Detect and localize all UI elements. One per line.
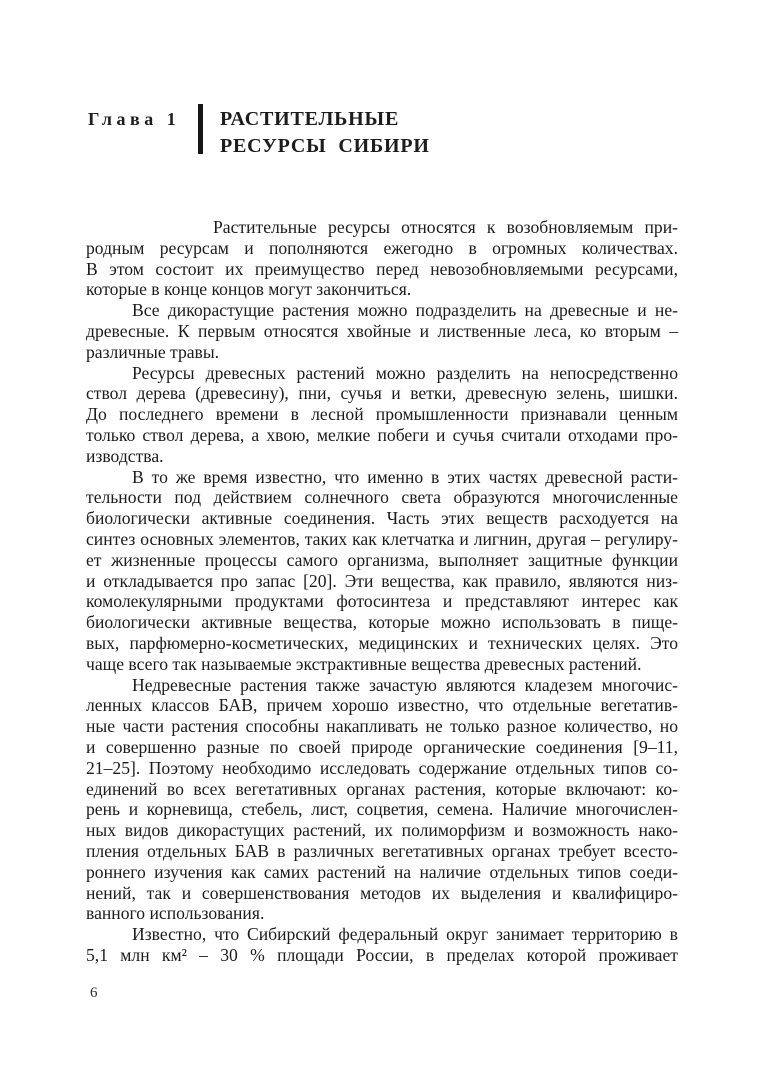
text-line-p5-8: ных видов дикорастущих растений, их полиморфизм и возможность нако- (86, 820, 678, 841)
chapter-header (88, 104, 430, 160)
text-line-p6-1: Известно, что Сибирский федеральный округ занимает территорию в (132, 924, 678, 945)
text-line-p5-6: единений во всех вегетативных органах растения, которые включают: ко- (86, 778, 678, 799)
text-line-p5-10: роннего изучения как самих растений на наличие отдельных типов соеди- (86, 861, 678, 882)
text-line-p1-1: Растительные ресурсы относятся к возобновляемым при- (213, 217, 678, 237)
text-line-p5-1: Недревесные растения также зачастую являются кладезем многочис- (132, 674, 678, 695)
text-line-p4-1: В то же время известно, что именно в этих частях древесной расти- (132, 466, 678, 487)
chapter-title-line-1: РАСТИТЕЛЬНЫЕ (220, 108, 400, 130)
text-line-p4-9: вых, парфюмерно-косметических, медицинских и технических целях. Это (86, 632, 678, 653)
chapter-divider-bar (198, 104, 203, 154)
text-line-p5-5: 21–25]. Поэтому необходимо исследовать содержание отдельных типов со- (86, 757, 678, 778)
text-line-p1-4: которые в конце концов могут закончиться. (86, 279, 412, 300)
text-line-p5-2: ленных классов БАВ, причем хорошо известно, что отдельные вегетатив- (86, 695, 678, 716)
text-line-p3-3: До последнего времени в лесной промышленности признавали ценным (86, 404, 678, 425)
chapter-title-line-2: РЕСУРСЫ СИБИРИ (220, 135, 430, 157)
text-line-p4-2: тельности под действием солнечного света образуются многочисленные (86, 487, 678, 508)
text-line-p3-4: только ствол дерева, а хвою, мелкие побеги и сучья считали отходами про- (86, 424, 678, 445)
text-line-p4-8: биологически активные вещества, которые можно использовать в пище- (86, 612, 678, 633)
text-line-p6-2: 5,1 млн км² – 30 % площади России, в пределах которой проживает (86, 944, 678, 965)
chapter-title (220, 104, 430, 160)
text-line-p5-4: и совершенно разные по своей природе органические соединения [9–11, (86, 736, 678, 757)
text-line-p4-5: ет жизненные процессы самого организма, выполняет защитные функции (86, 549, 678, 570)
text-line-p2-3: различные травы. (86, 341, 220, 362)
text-line-p4-4: синтез основных элементов, таких как клетчатка и лигнин, другая – регулиру- (86, 528, 678, 549)
text-line-p3-1: Ресурсы древесных растений можно разделить на непосредственно (132, 362, 678, 383)
text-line-p5-3: ные части растения способны накапливать не только разное количество, но (86, 716, 678, 737)
text-line-p4-7: комолекулярными продуктами фотосинтеза и представляют интерес как (86, 591, 678, 612)
text-line-p5-12: ванного использования. (86, 903, 265, 924)
text-line-p1-2: родным ресурсам и пополняются ежегодно в огромных количествах. (86, 237, 678, 258)
text-line-p3-5: изводства. (86, 445, 164, 466)
text-block (86, 217, 678, 966)
text-line-p5-11: нений, так и совершенствования методов их выделения и квалифициро- (86, 882, 678, 903)
text-line-p2-2: древесные. К первым относятся хвойные и лиственные леса, ко вторым – (86, 320, 678, 341)
chapter-label: Глава 1 (88, 109, 181, 129)
text-line-p5-7: рень и корневища, стебель, лист, соцветия, семена. Наличие многочислен- (86, 799, 678, 820)
text-line-p3-2: ствол дерева (древесину), пни, сучья и ветки, древесную зелень, шишки. (86, 383, 678, 404)
text-line-p1-3: В этом состоит их преимущество перед невозобновляемыми ресурсами, (86, 258, 678, 279)
text-line-p4-6: и откладывается про запас [20]. Эти вещества, как правило, являются низ- (86, 570, 678, 591)
text-line-p2-1: Все дикорастущие растения можно подразделить на древесные и не- (132, 300, 678, 321)
text-line-p5-9: пления отдельных БАВ в различных вегетативных органах требует всесто- (86, 840, 678, 861)
page-number: 6 (90, 985, 98, 1001)
text-line-p4-10: чаще всего так называемые экстрактивные вещества древесных растений. (86, 653, 642, 674)
text-line-p4-3: биологически активные соединения. Часть этих веществ расходуется на (86, 508, 678, 529)
